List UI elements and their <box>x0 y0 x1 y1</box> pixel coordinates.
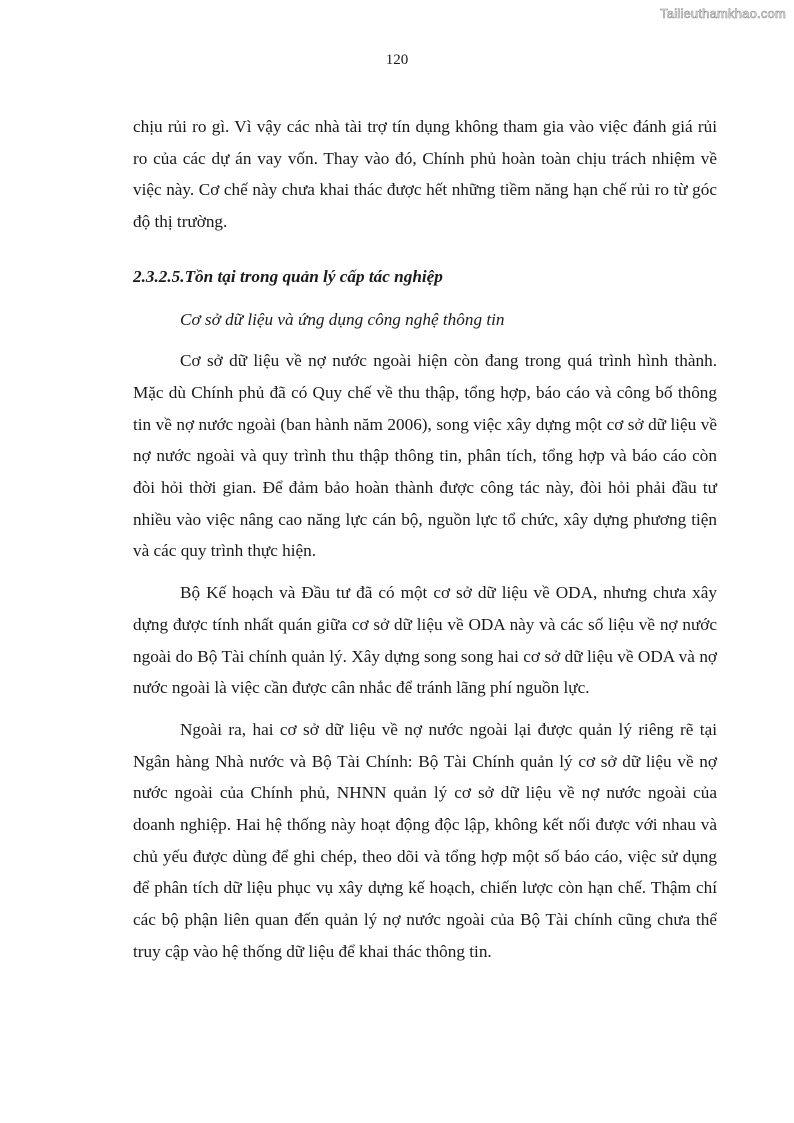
page-number: 120 <box>385 52 409 68</box>
paragraph-oda-database: Bộ Kế hoạch và Đầu tư đã có một cơ sở dữ liệu về ODA, nhưng chưa xây dựng được tính nhất quán giữa cơ sở dữ liệu về ODA này và các số liệu về nợ nước ngoài do Bộ Tài chính quản lý. Xây dựng song song hai cơ sở dữ liệu về ODA và nợ nước ngoài là việc cần được cân nhắc để tránh lãng phí nguồn lực. <box>133 583 717 698</box>
document-body <box>133 111 717 978</box>
paragraph-database-formation: Cơ sở dữ liệu về nợ nước ngoài hiện còn đang trong quá trình hình thành. Mặc dù Chính phủ đã có Quy chế về thu thập, tổng hợp, báo cáo và công bố thông tin về nợ nước ngoài (ban hành năm 2006), song việc xây dựng một cơ sở dữ liệu về nợ nước ngoài và quy trình thu thập thông tin, phân tích, tổng hợp và báo cáo còn đòi hỏi thời gian. Để đảm bảo hoàn thành được công tác này, đòi hỏi phải đầu tư nhiều vào việc nâng cao năng lực cán bộ, nguồn lực tổ chức, xây dựng phương tiện và các quy trình thực hiện. <box>133 351 717 561</box>
watermark-text: Tailieuthamkhao.com <box>660 6 786 21</box>
section-heading: 2.3.2.5.Tồn tại trong quản lý cấp tác nghiệp <box>133 266 443 286</box>
continuation-paragraph: chịu rủi ro gì. Vì vậy các nhà tài trợ tín dụng không tham gia vào việc đánh giá rủi ro của các dự án vay vốn. Thay vào đó, Chính phủ hoàn toàn chịu trách nhiệm về việc này. Cơ chế này chưa khai thác được hết những tiềm năng hạn chế rủi ro từ góc độ thị trường. <box>133 117 717 232</box>
subsection-heading: Cơ sở dữ liệu và ứng dụng công nghệ thông tin <box>180 309 505 329</box>
paragraph-separate-databases: Ngoài ra, hai cơ sở dữ liệu về nợ nước ngoài lại được quản lý riêng rẽ tại Ngân hàng Nhà nước và Bộ Tài Chính: Bộ Tài Chính quản lý cơ sở dữ liệu về nợ nước ngoài của Chính phủ, NHNN quản lý cơ sở dữ liệu về nợ nước ngoài của doanh nghiệp. Hai hệ thống này hoạt động độc lập, không kết nối được với nhau và chủ yếu được dùng để ghi chép, theo dõi và tổng hợp một số báo cáo, việc sử dụng để phân tích dữ liệu phục vụ xây dựng kế hoạch, chiến lược còn hạn chế. Thậm chí các bộ phận liên quan đến quản lý nợ nước ngoài của Bộ Tài chính cũng chưa thể truy cập vào hệ thống dữ liệu để khai thác thông tin. <box>133 719 717 961</box>
